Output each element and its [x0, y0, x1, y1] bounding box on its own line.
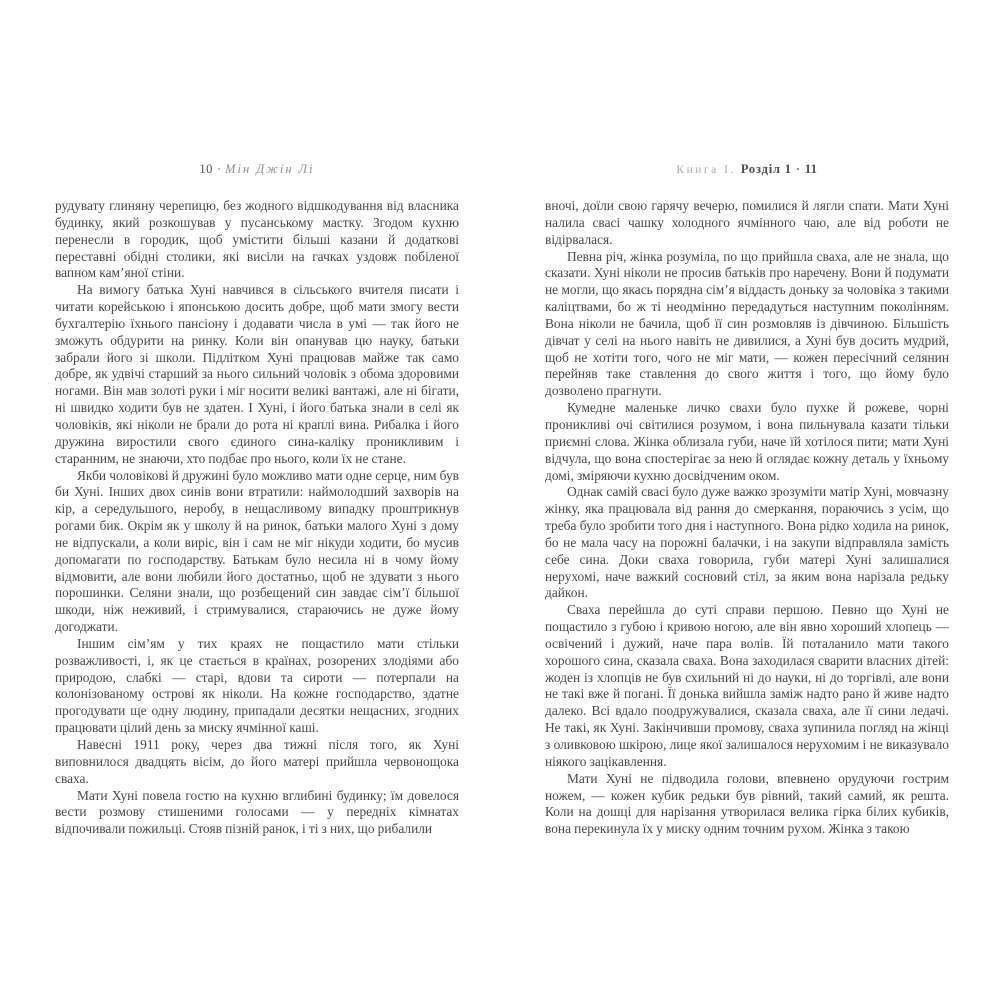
- left-page-number: 10: [199, 162, 213, 176]
- paragraph: На вимогу батька Хуні навчився в сільського вчителя писати і читати корейською і японською досить добре, щоб мати змогу вести бухгалтерію їхнього пансіону і додавати числа в умі — так його не зможуть обдурити на ринку. Коли він опанував цю науку, батьки забрали його зі школи. Підлітком Хуні працював майже так само добре, як удвічі старший за нього сильний чоловік з обома здоровими ногами. Він мав золоті руки і міг носити великі вантажі, але ні бігати, ні швидко ходити був не здатен. І Хуні, і його батька знали в селі як чоловіків, які ніколи не брали до рота ні краплі вина. Рибалка і його дружина виростили свого єдиного сина-каліку проникливим і старанним, не знаючи, хто подбає про нього, коли їх не стане.: [55, 282, 459, 466]
- paragraph: рудувату глиняну черепицю, без жодного відшкодування від власника будинку, який розкошував у пусанському мастку. Згодом кухню перенесли в городик, щоб умістити більші казани й додаткові переставні обідні столики, які висіли на гачках уздовж побіленої вапном кам’яної стіни.: [55, 198, 459, 281]
- paragraph: Мати Хуні повела гостю на кухню вглибині будинку; їм довелося вести розмову стишеними голосами — у передніх кімнатах відпочивали пожильці. Стояв пізній ранок, і ті з них, що рибалили: [55, 787, 459, 837]
- running-head-separator: ·: [795, 162, 801, 176]
- author-running-title: Мін Джін Лі: [225, 162, 315, 176]
- text-column-right: [545, 198, 949, 838]
- book-part-label: Книга I.: [676, 164, 736, 176]
- left-page-content: [55, 162, 459, 838]
- paragraph: Певна річ, жінка розуміла, по що прийшла сваха, але не знала, що сказати. Хуні ніколи не просив батьків про наречену. Вони й подумати не могли, що якась порядна сім’я віддасть доньку за чоловіка з такими каліцтвами, бо ж ті неодмінно передадуться наступним поколінням. Вона ніколи не бачила, щоб її син розмовляв із дівчиною. Більшість дівчат у селі на нього навіть не дивилися, а Хуні був досить мудрий, щоб не хотіти того, чого не міг мати, — кожен пересічний селянин перейняв таке ставлення до свого життя і того, що йому було дозволено прагнути.: [545, 248, 949, 399]
- paragraph: Якби чоловікові й дружині було можливо мати одне серце, ним був би Хуні. Інших двох синів вони втратили: наймолодший захворів на кір, а середульшого, неробу, в нещасливому випадку проштрикнув рогами бик. Окрім як у школу й на ринок, батьки малого Хуні з дому не відпускали, а коли виріс, він і сам не міг нікуди ходити, бо мусив допомагати по господарству. Батькам було несила ні в чому йому відмовити, але вони любили його достатньо, щоб не здувати з нього порошинки. Селяни знали, що розбещений син завдає сім’ї більшої шкоди, ніж неживий, і стримувалися, стараючись не дуже йому догоджати.: [55, 467, 459, 635]
- paragraph: Кумедне маленьке личко свахи було пухке й рожеве, чорні проникливі очі світилися розумом, і вона пильнувала казати тільки приємні слова. Жінка облизала губи, наче їй хотілося пити; мати Хуні відчула, що вона спостерігає за нею й оглядає кожну деталь у їхньому домі, зміряючи кухню досвідченим оком.: [545, 400, 949, 483]
- paragraph: Іншим сім’ям у тих краях не пощастило мати стільки розважливості, і, як це стається в країнах, розорених злодіями або природою, слабкі — старі, вдови та сироти — потерпали на колонізованому острові як ніколи. На кожне господарство, здатне прогодувати ще одну людину, припадали десятки нещасних, згодних працювати цілий день за миску ячмінної каші.: [55, 635, 459, 736]
- running-head-left: [55, 162, 459, 180]
- text-column-left: [55, 198, 459, 838]
- right-page-number: 11: [804, 162, 818, 176]
- paragraph: Навесні 1911 року, через два тижні після того, як Хуні виповнилося двадцять вісім, до його матері прийшла червонощока сваха.: [55, 737, 459, 786]
- right-page: [500, 0, 1000, 1000]
- paragraph: Однак самій свасі було дуже важко зрозуміти матір Хуні, мовчазну жінку, яка працювала від рання до смеркання, пораючись з усім, що треба було зробити того дня і наступного. Вона рідко ходила на ринок, бо не мала часу на порожні балачки, і на закупи відправляла замість себе сина. Доки сваха говорила, губи матері Хуні залишалися нерухомі, наче важкий сосновий стіл, за яким вона нарізала редьку дайкон.: [545, 484, 949, 601]
- paragraph: вночі, доїли свою гарячу вечерю, помилися й лягли спати. Мати Хуні налила свасі чашку холодного ячмінного чаю, але від роботи не відірвалася.: [545, 198, 949, 247]
- running-head-separator: ·: [216, 162, 222, 176]
- paragraph: Сваха перейшла до суті справи першою. Певно що Хуні не пощастило з губою і кривою ногою, але він явно хороший хлопець — освічений і дужий, наче пара волів. Їй поталанило мати такого хорошого сина, сказала сваха. Вона заходилася сварити власних дітей: жоден із хлопців не був схильний ні до науки, ні до торгівлі, але вони не такі вже й погані. Її донька вийшла заміж надто рано й живе надто далеко. Всі вдало поодружувалися, сказала сваха, але її сини ледачі. Не такі, як Хуні. Закінчивши промову, сваха зупинила погляд на жінці з оливковою шкірою, лице якої залишалося нерухомим і не виказувало ніякого зацікавлення.: [545, 602, 949, 769]
- paragraph: Мати Хуні не підводила голови, впевнено орудуючи гострим ножем, — кожен кубик редьки був рівний, такий самий, як решта. Коли на дошці для нарізання утворилася велика гірка білих кубиків, вона перекинула їх у миску одним точним рухом. Жінка з такою: [545, 770, 949, 837]
- chapter-label: Розділ 1: [740, 162, 792, 176]
- right-page-content: [545, 162, 949, 838]
- running-head-right: [545, 162, 949, 180]
